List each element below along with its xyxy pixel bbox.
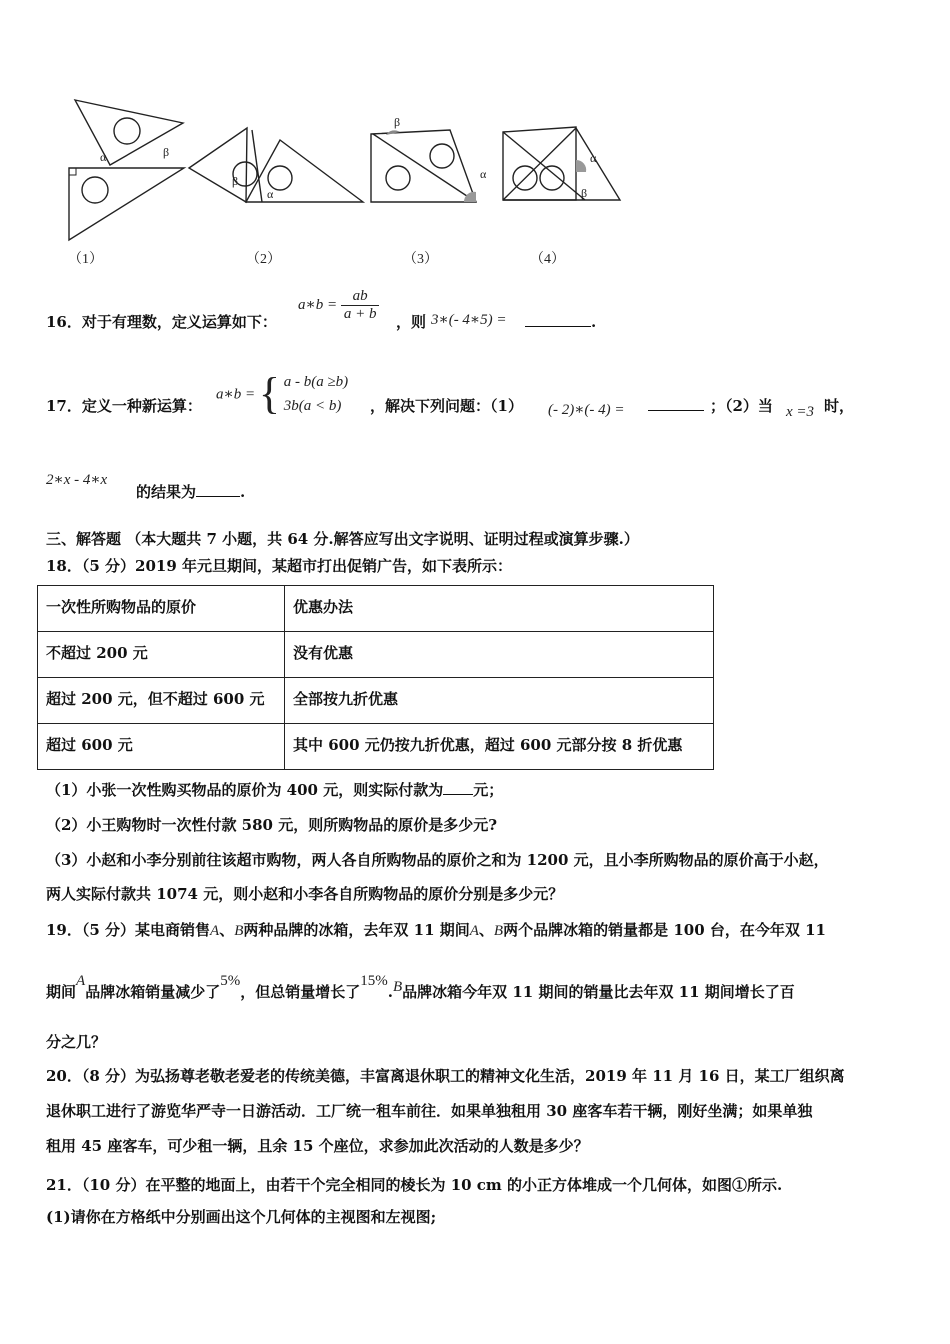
svg-text:β: β — [163, 145, 170, 159]
figure-2 — [189, 128, 363, 202]
table-cell: 全部按九折优惠 — [285, 678, 714, 724]
q16-expression: 3∗(- 4∗5) = — [431, 312, 507, 328]
table-cell: 不超过 200 元 — [38, 632, 285, 678]
q16-definition: a∗b = $\frac{ab}{a + b}$ — [298, 288, 379, 323]
promotion-table — [37, 585, 714, 770]
svg-text:β: β — [232, 174, 239, 188]
section-3-title: 三、解答题 （本大题共 7 小题，共 64 分.解答应写出文字说明、证明过程或演算步骤.） — [46, 530, 639, 548]
table-cell: 超过 600 元 — [38, 724, 285, 770]
table-header-cell: 一次性所购物品的原价 — [38, 586, 285, 632]
figure-label-2: （2） — [246, 252, 281, 267]
q17-when: 时， — [824, 397, 855, 415]
q21-sub1: (1)请你在方格纸中分别画出这个几何体的主视图和左视图; — [46, 1208, 437, 1226]
q18-sub1: （1）小张一次性购买物品的原价为 400 元，则实际付款为 元； — [46, 781, 504, 799]
q19-line2: 期间A品牌冰箱销量减少了5%，但总销量增长了15%.B品牌冰箱今年双 11 期间的销量比去年双 11 期间增长了百 — [46, 973, 795, 1001]
svg-text:β: β — [581, 186, 588, 200]
figure-3 — [371, 130, 476, 202]
q19-line1: 19．（5 分）某电商销售A、B两种品牌的冰箱，去年双 11 期间A、B两个品牌冰箱的销量都是 100 台，在今年双 11 — [46, 921, 826, 939]
q16-answer-blank[interactable]: . — [525, 312, 596, 332]
q17-condition: x =3 — [786, 404, 815, 420]
q17-result: 的结果为 . — [136, 483, 246, 501]
table-header-cell: 优惠办法 — [285, 586, 714, 632]
q20-line2: 退休职工进行了游览华严寺一日游活动．工厂统一租车前往．如果单独租用 30 座客车若干辆，刚好坐满；如果单独 — [46, 1102, 813, 1120]
q17-definition: a∗b = { a - b(a ≥b) 3b(a < b) — [216, 369, 349, 418]
q21-line1: 21．（10 分）在平整的地面上，由若干个完全相同的棱长为 10 cm 的小正方体堆成一个几何体，如图①所示. — [46, 1176, 783, 1194]
q17-answer-blank-1[interactable] — [648, 396, 704, 416]
q17-mid: ，解决下列问题：（1） — [370, 397, 523, 415]
q19-line3: 分之几？ — [46, 1033, 107, 1051]
figure-1 — [69, 100, 184, 240]
table-cell: 其中 600 元仍按九折优惠，超过 600 元部分按 8 折优惠 — [285, 724, 714, 770]
q17-expression-2: 2∗x - 4∗x — [46, 472, 108, 488]
q16-then: ，则 — [396, 313, 427, 331]
svg-text:α: α — [590, 151, 597, 165]
q20-line3: 租用 45 座客车，可少租一辆，且余 15 个座位，求参加此次活动的人数是多少？ — [46, 1137, 589, 1155]
q20-line1: 20．（8 分）为弘扬尊老敬老爱老的传统美德，丰富离退休职工的精神文化生活，2019 年 11 月 16 日，某工厂组织离 — [46, 1067, 845, 1085]
svg-text:α: α — [267, 187, 274, 201]
table-row — [38, 632, 714, 678]
table-cell: 超过 200 元，但不超过 600 元 — [38, 678, 285, 724]
q18-sub2: （2）小王购物时一次性付款 580 元，则所购物品的原价是多少元? — [46, 816, 497, 834]
q17-text: 17．定义一种新运算： — [46, 397, 202, 415]
triangle-figures — [50, 90, 650, 270]
figure-4 — [503, 127, 620, 200]
q17-expression-1: (- 2)∗(- 4) = — [548, 402, 625, 418]
q18-sub1-answer-blank[interactable] — [443, 780, 473, 795]
q17-part2: ；（2）当 — [710, 397, 773, 415]
svg-text:α: α — [100, 150, 107, 164]
svg-text:β: β — [394, 115, 401, 129]
table-row — [38, 724, 714, 770]
figure-label-3: （3） — [403, 252, 438, 267]
svg-text:α: α — [480, 167, 487, 181]
q18-text: 18．（5 分）2019 年元旦期间，某超市打出促销广告，如下表所示： — [46, 557, 513, 575]
q16-text: 16．对于有理数，定义运算如下： — [46, 313, 277, 331]
table-header-row — [38, 586, 714, 632]
q18-sub3-line2: 两人实际付款共 1074 元，则小赵和小李各自所购物品的原价分别是多少元？ — [46, 885, 564, 903]
table-row — [38, 678, 714, 724]
figure-label-4: （4） — [530, 252, 565, 267]
table-cell: 没有优惠 — [285, 632, 714, 678]
q18-sub3-line1: （3）小赵和小李分别前往该超市购物，两人各自所购物品的原价之和为 1200 元，且小李所购物品的原价高于小赵， — [46, 851, 829, 869]
figure-label-1: （1） — [68, 252, 103, 267]
q17-answer-blank-2[interactable] — [196, 482, 240, 497]
